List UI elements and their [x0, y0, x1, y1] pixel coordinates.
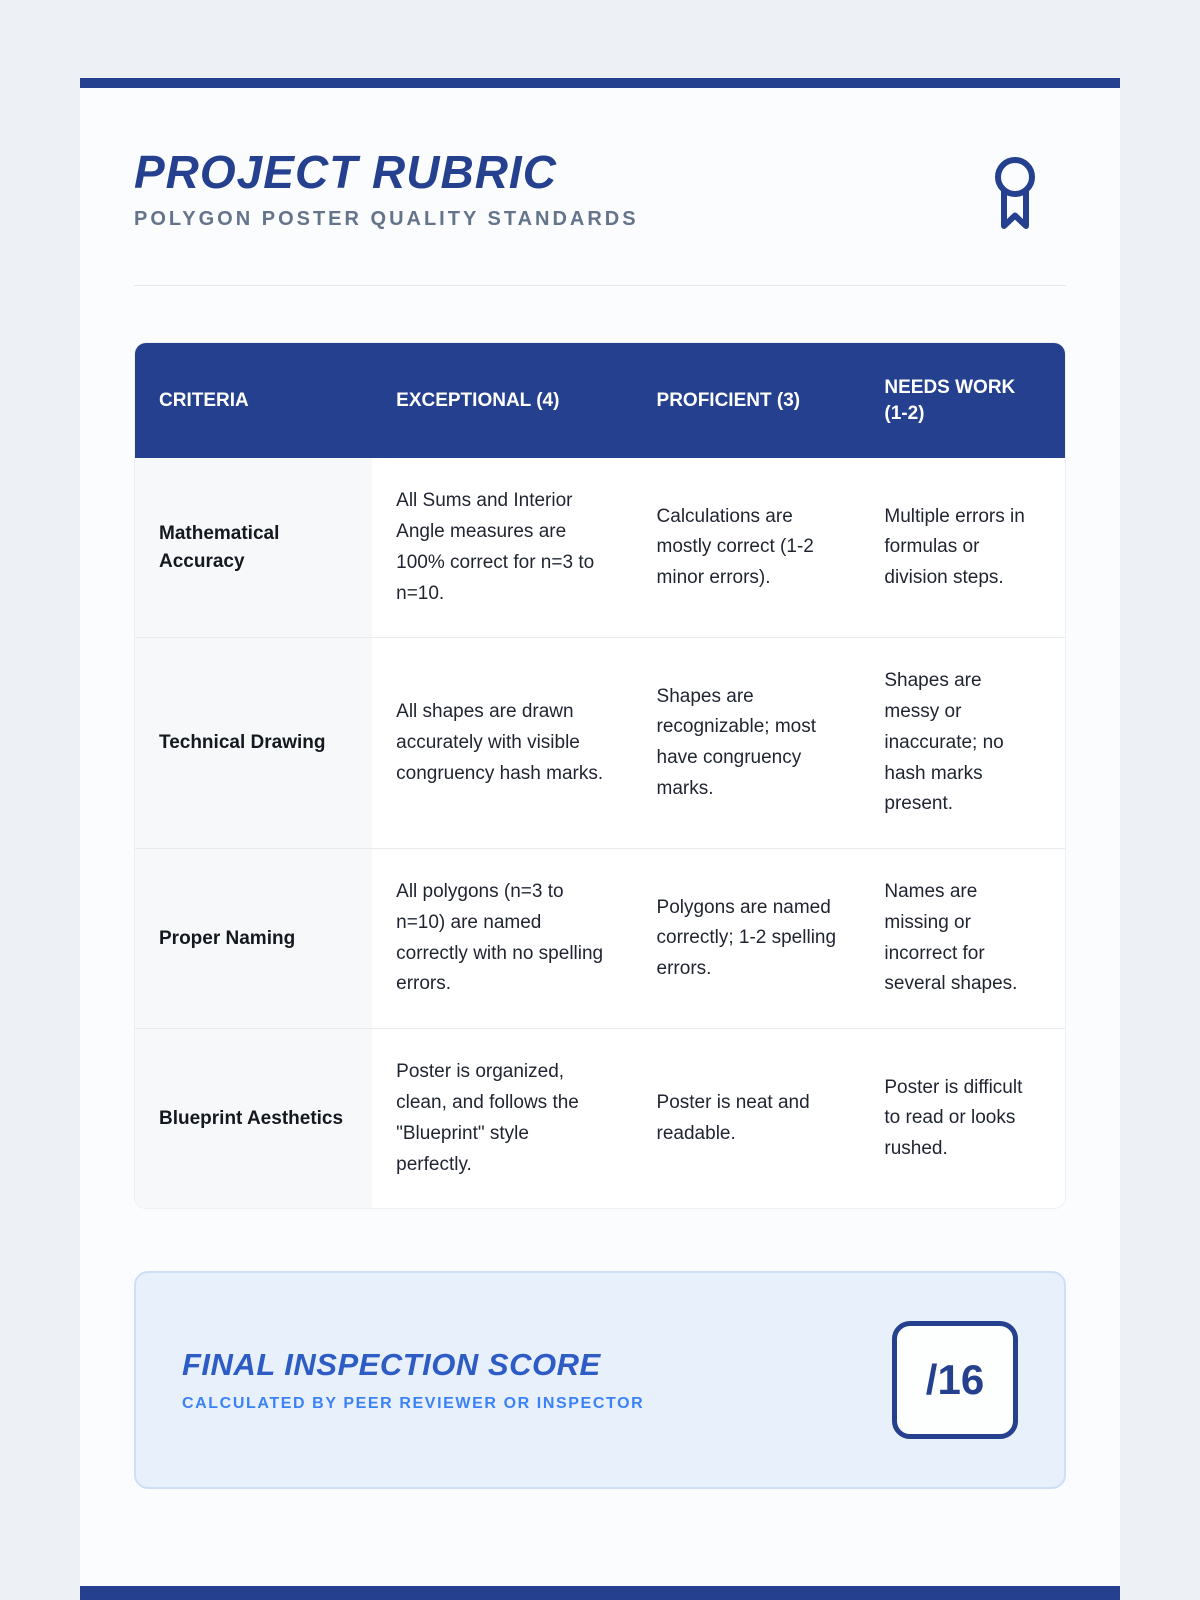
rubric-document-card: [80, 78, 1120, 1600]
score-subtitle: CALCULATED BY PEER REVIEWER OR INSPECTOR: [182, 1395, 645, 1413]
page-title: PROJECT RUBRIC: [134, 146, 557, 198]
needs-work-cell: Poster is difficult to read or looks rushed.: [860, 1029, 1065, 1209]
criteria-cell: Proper Naming: [135, 849, 372, 1029]
exceptional-cell: All polygons (n=3 to n=10) are named correctly with no spelling errors.: [372, 849, 632, 1029]
rubric-table-container: [134, 342, 1066, 1209]
column-header-proficient: PROFICIENT (3): [633, 343, 861, 458]
exceptional-cell: Poster is organized, clean, and follows the "Blueprint" style perfectly.: [372, 1029, 632, 1209]
needs-work-cell: Shapes are messy or inaccurate; no hash marks present.: [860, 638, 1065, 849]
criteria-cell: Blueprint Aesthetics: [135, 1029, 372, 1209]
exceptional-cell: All Sums and Interior Angle measures are 100% correct for n=3 to n=10.: [372, 458, 632, 638]
score-entry-box: [892, 1321, 1018, 1439]
table-row: [135, 638, 1065, 849]
final-score-panel: [134, 1271, 1066, 1489]
proficient-cell: Shapes are recognizable; most have congruency marks.: [633, 638, 861, 849]
title-block: [134, 148, 639, 231]
table-row: [135, 849, 1065, 1029]
score-title: FINAL INSPECTION SCORE: [182, 1347, 601, 1383]
rubric-table: [135, 343, 1065, 1208]
proficient-cell: Polygons are named correctly; 1-2 spelling errors.: [633, 849, 861, 1029]
needs-work-cell: Multiple errors in formulas or division steps.: [860, 458, 1065, 638]
header-divider: [134, 285, 1066, 286]
award-ribbon-icon: [990, 154, 1040, 241]
table-row: [135, 458, 1065, 638]
needs-work-cell: Names are missing or incorrect for several shapes.: [860, 849, 1065, 1029]
column-header-criteria: CRITERIA: [135, 343, 372, 458]
column-header-exceptional: EXCEPTIONAL (4): [372, 343, 632, 458]
proficient-cell: Calculations are mostly correct (1-2 minor errors).: [633, 458, 861, 638]
table-header-row: [135, 343, 1065, 458]
score-text-block: [182, 1347, 644, 1413]
criteria-cell: Technical Drawing: [135, 638, 372, 849]
criteria-cell: Mathematical Accuracy: [135, 458, 372, 638]
exceptional-cell: All shapes are drawn accurately with visible congruency hash marks.: [372, 638, 632, 849]
column-header-needs-work: NEEDS WORK (1-2): [860, 343, 1065, 458]
document-header: [134, 148, 1066, 241]
proficient-cell: Poster is neat and readable.: [633, 1029, 861, 1209]
page-subtitle: POLYGON POSTER QUALITY STANDARDS: [134, 208, 639, 231]
table-row: [135, 1029, 1065, 1209]
score-denominator: /16: [925, 1356, 985, 1404]
